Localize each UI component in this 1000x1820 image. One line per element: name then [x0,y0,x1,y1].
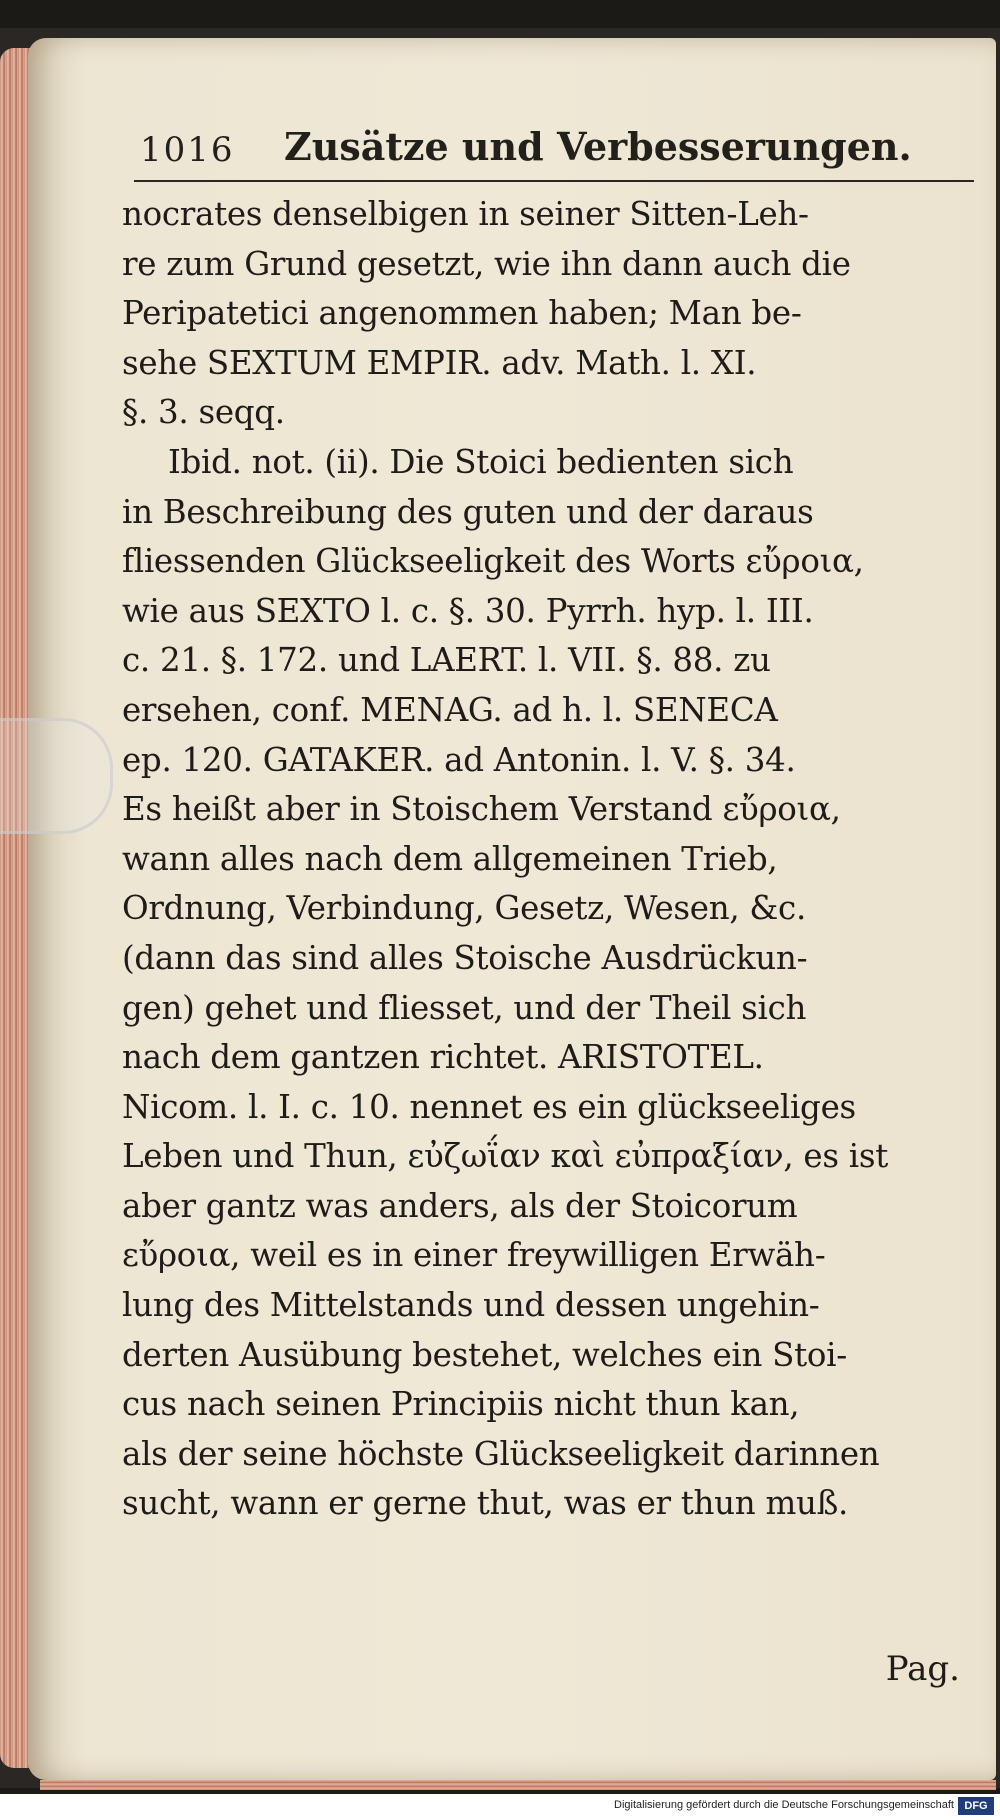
text-line: nocrates denselbigen in seiner Sitten-Leh- [122,195,809,233]
text-line: sehe SEXTUM EMPIR. adv. Math. l. XI. [122,343,757,382]
text-line: wann alles nach dem allgemeinen Trieb, [122,839,778,878]
page-header [134,120,974,182]
text-line: wie aus SEXTO l. c. §. 30. Pyrrh. hyp. l. III. [122,591,814,630]
text-line: derten Ausübung bestehet, welches ein Stoi- [122,1335,847,1374]
text-line: nach dem gantzen richtet. ARISTOTEL. [122,1038,764,1077]
running-title: Zusätze und Verbesserungen. [284,124,912,169]
text-line: εὔροια, weil es in einer freywilligen Erwäh- [122,1236,826,1275]
text-line: ersehen, conf. MENAG. ad h. l. SENECA [122,690,778,729]
catchword: Pag. [885,1649,960,1689]
text-line: Ibid. not. (ii). Die Stoici bedienten sich [168,442,794,481]
page-clip [0,718,113,834]
text-line: (dann das sind alles Stoische Ausdrückun- [122,938,808,977]
body-text [122,190,982,1529]
text-line: lung des Mittelstands und dessen ungehin- [122,1286,820,1325]
footer-credit: Digitalisierung gefördert durch die Deutsche Forschungsgemeinschaft [614,1799,954,1811]
text-line: c. 21. §. 172. und LAERT. l. VII. §. 88. zu [122,641,771,680]
page-number: 1016 [140,130,235,170]
text-line: sucht, wann er gerne thut, was er thun muß. [122,1484,849,1523]
text-line: Ordnung, Verbindung, Gesetz, Wesen, &c. [122,889,806,928]
text-line: re zum Grund gesetzt, wie ihn dann auch die [122,244,851,283]
digitization-footer [0,1794,1000,1820]
text-line: Peripatetici angenommen haben; Man be- [122,294,802,333]
text-line: Leben und Thun, εὐζωΐαν καὶ εὐπραξίαν, es ist [122,1137,888,1176]
text-line: Es heißt aber in Stoischem Verstand εὔροια, [122,790,841,829]
text-line: in Beschreibung des guten und der daraus [122,492,814,531]
dfg-logo-icon: DFG [958,1797,994,1815]
text-line: fliessenden Glückseeligkeit des Worts εὔροια, [122,542,864,581]
page-bottom-edge [40,1780,996,1790]
text-line: gen) gehet und fliesset, und der Theil sich [122,988,807,1027]
text-line: aber gantz was anders, als der Stoicorum [122,1186,798,1225]
text-line: cus nach seinen Principiis nicht thun kan, [122,1385,800,1424]
book [0,28,1000,1788]
text-line: als der seine höchste Glückseeligkeit darinnen [122,1434,880,1473]
text-line: §. 3. seqq. [122,393,285,432]
text-line: Nicom. l. I. c. 10. nennet es ein glückseeliges [122,1087,856,1126]
text-line: ep. 120. GATAKER. ad Antonin. l. V. §. 34. [122,740,796,779]
